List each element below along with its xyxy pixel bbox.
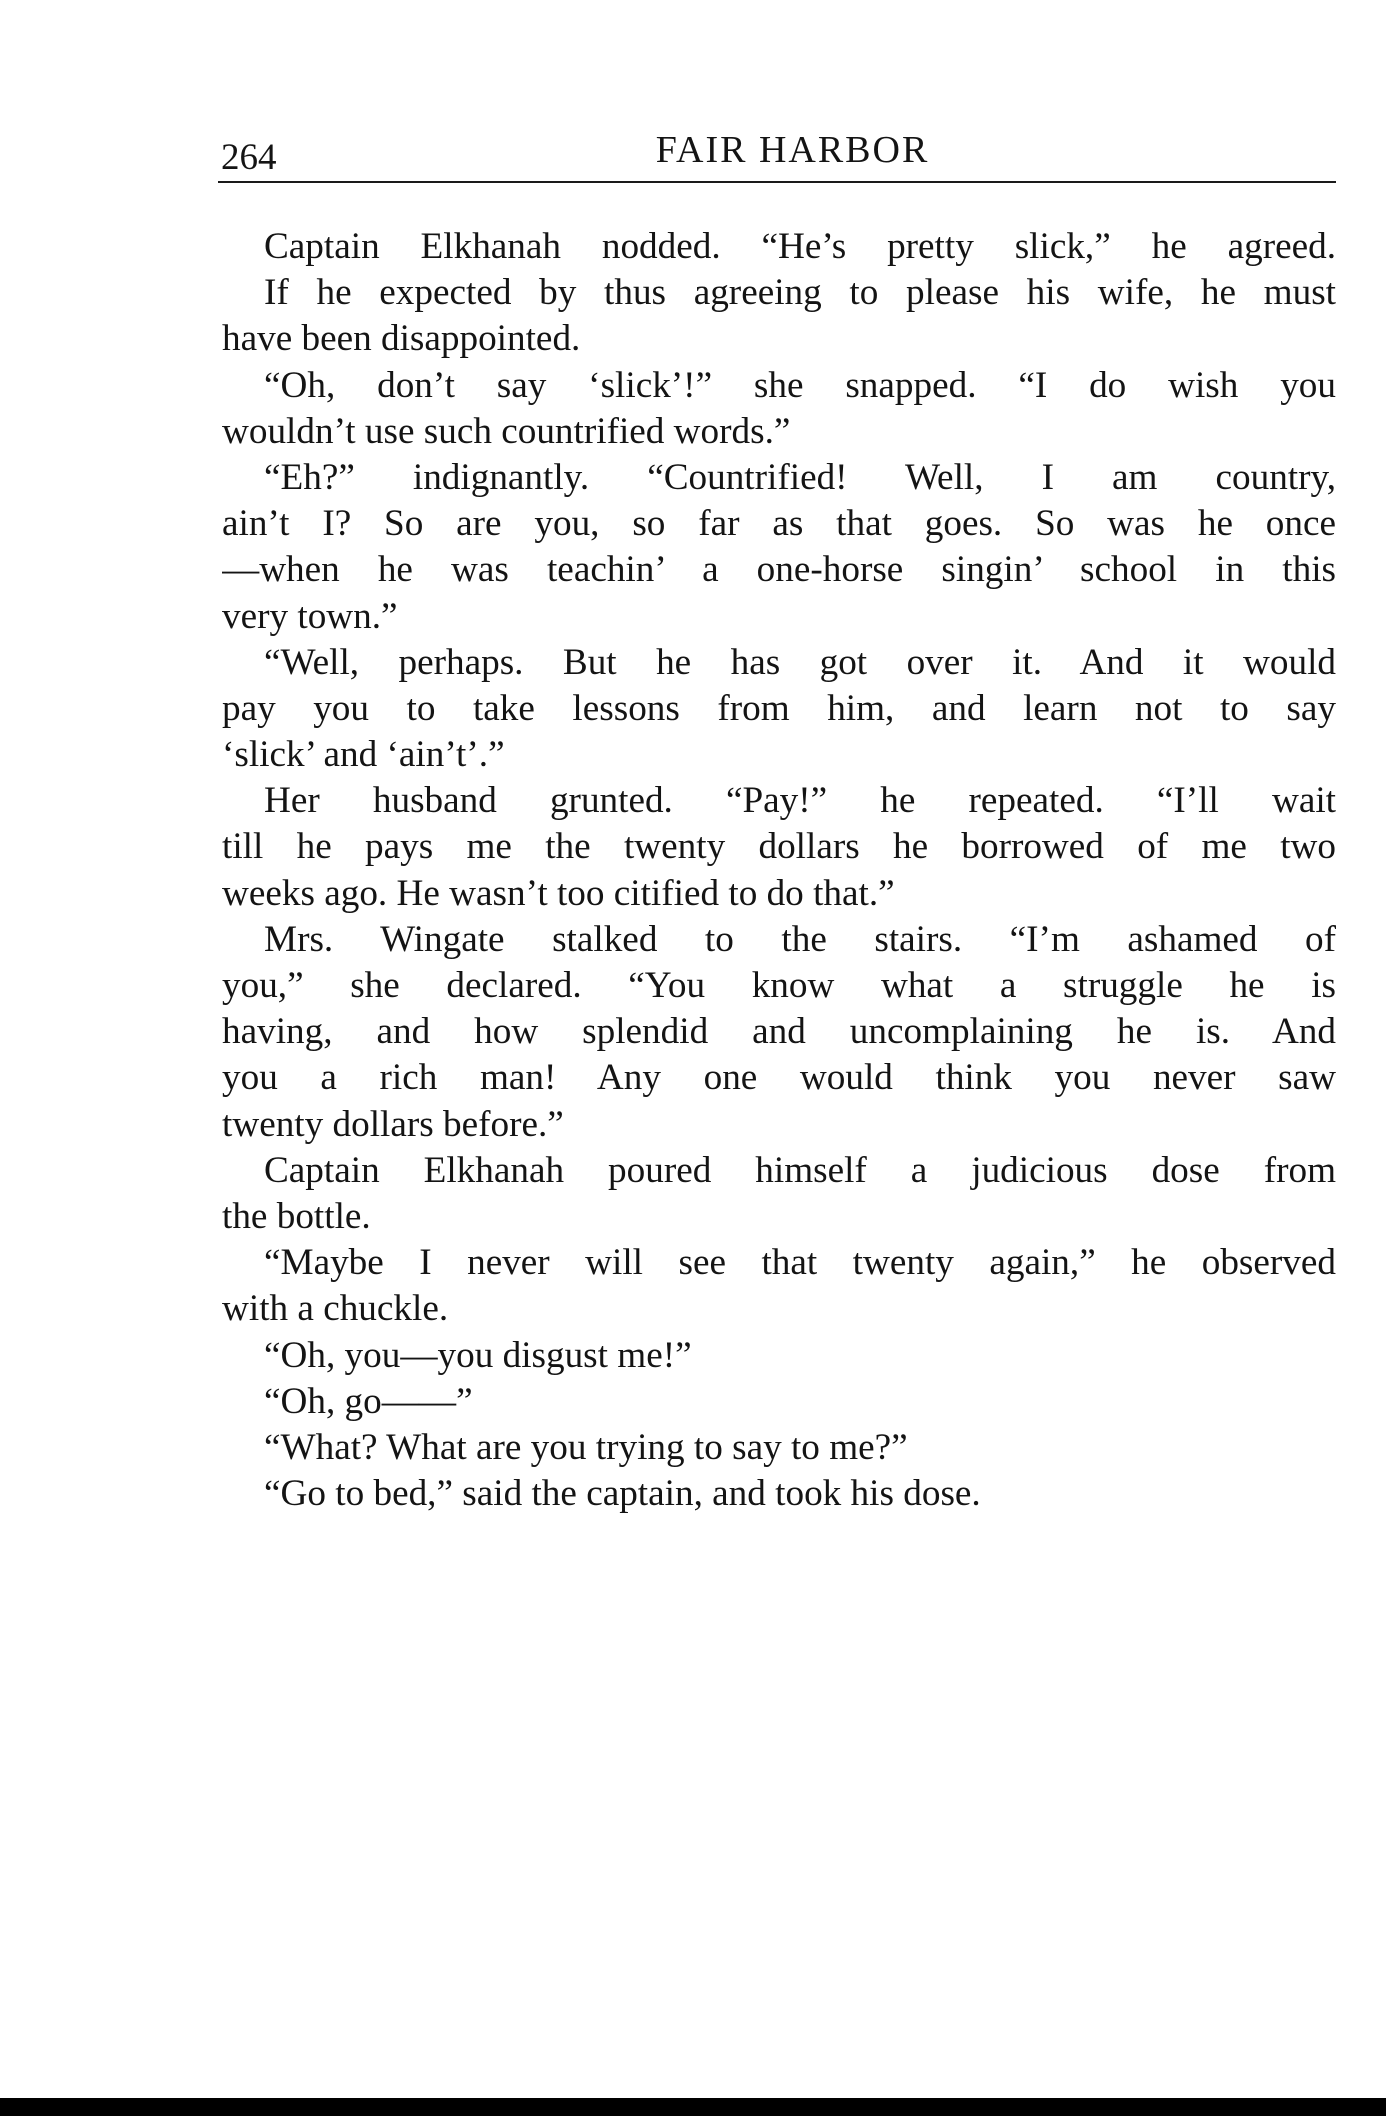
text-line: Mrs. Wingate stalked to the stairs. “I’m ashamed of [264, 918, 1336, 960]
text-line: twenty dollars before.” [222, 1103, 564, 1145]
text-line: with a chuckle. [222, 1288, 449, 1330]
text-line: pay you to take lessons from him, and learn not to say [222, 687, 1336, 729]
text-line: “Oh, go——” [264, 1380, 473, 1422]
running-head [221, 124, 1336, 180]
text-line: Her husband grunted. “Pay!” he repeated. “I’ll wait [264, 780, 1336, 822]
text-line: wouldn’t use such countrified words.” [222, 410, 791, 452]
text-line: very town.” [222, 595, 398, 637]
running-title: FAIR HARBOR [655, 129, 930, 171]
text-line: “Well, perhaps. But he has got over it. And it would [264, 641, 1336, 683]
text-line: —when he was teachin’ a one-horse singin’ school in this [222, 549, 1336, 591]
text-line: till he pays me the twenty dollars he borrowed of me two [222, 826, 1336, 868]
scan-edge-bar [0, 2098, 1386, 2116]
text-line: the bottle. [222, 1195, 371, 1237]
text-line: having, and how splendid and uncomplaining he is. And [222, 1011, 1336, 1053]
text-line: “Eh?” indignantly. “Countrified! Well, I am country, [264, 456, 1336, 498]
text-line: weeks ago. He wasn’t too citified to do that.” [222, 872, 895, 914]
text-line: ain’t I? So are you, so far as that goes. So was he once [222, 503, 1336, 545]
text-line: you a rich man! Any one would think you never saw [222, 1057, 1336, 1099]
text-line: have been disappointed. [222, 318, 581, 360]
text-line: “Oh, you—you disgust me!” [264, 1334, 692, 1376]
text-line: ‘slick’ and ‘ain’t’.” [222, 734, 505, 776]
body-text [222, 224, 1336, 1517]
text-line: “What? What are you trying to say to me?” [264, 1426, 908, 1468]
text-line: “Maybe I never will see that twenty again,” he observed [264, 1242, 1336, 1284]
text-line: Captain Elkhanah poured himself a judicious dose from [264, 1149, 1336, 1191]
text-line: you,” she declared. “You know what a struggle he is [222, 965, 1336, 1006]
text-line: “Go to bed,” said the captain, and took his dose. [264, 1473, 981, 1515]
text-line: If he expected by thus agreeing to please his wife, he must [264, 272, 1336, 314]
header-rule [218, 181, 1336, 183]
text-line: Captain Elkhanah nodded. “He’s pretty slick,” he agreed. [264, 226, 1336, 267]
text-line: “Oh, don’t say ‘slick’!” she snapped. “I do wish you [264, 364, 1336, 406]
page-number: 264 [221, 137, 277, 178]
